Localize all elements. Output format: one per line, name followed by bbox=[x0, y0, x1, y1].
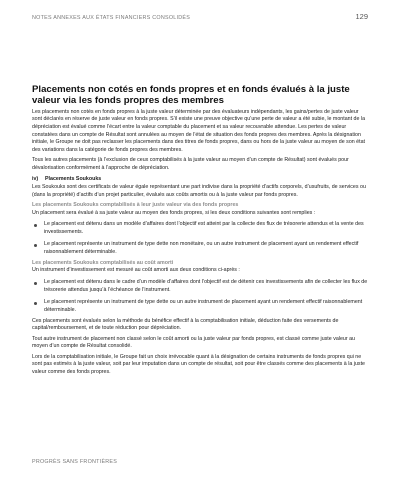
subsection-heading bbox=[32, 176, 368, 184]
list-item-text: Le placement représente un instrument de type dette non monétaire, ou un autre instrument de placement ayant un rendement effectif raisonnablement déterminable. bbox=[44, 241, 359, 255]
list-item bbox=[32, 299, 368, 314]
bullet-icon bbox=[34, 244, 37, 247]
page-header bbox=[32, 12, 368, 21]
subsection-number: iv) bbox=[32, 176, 39, 183]
list-item bbox=[32, 279, 368, 294]
list-item bbox=[32, 241, 368, 256]
section-paragraph: Les placements non cotés en fonds propres à la juste valeur déterminée par des évaluateurs indépendants, les gains/pertes de juste valeur sont déclarés en réserve de juste valeur en fonds propres. S’il existe une preuve objective qu’une perte de valeur a été subie, le montant de la dépréciation est évalué comme l’écart entre la valeur comptable du placement et sa valeur recouvrable attendue. Les pertes de valeur constatées dans un compte de Résultat sont annulées au moyen de l’état de situation des fonds propres des membres. Après la désignation initiale, le Groupe ne doit pas reclasser les placements dans des titres de fonds propres, dans ou hors de la juste valeur au moyen de son état des variations dans la catégorie de fonds propres des membres. bbox=[32, 108, 366, 153]
list-item bbox=[32, 221, 368, 236]
subsection-title: Placements Soukouks bbox=[45, 176, 102, 183]
list-item-text: Le placement est détenu dans le cadre d’un modèle d’affaires dont l’objectif est de détenir ces investissements afin de collecter les flux de trésorerie attendus jusqu’à l’échéance de l’instrument. bbox=[44, 279, 368, 293]
bullet-icon bbox=[34, 302, 37, 305]
heading-fair-value: Les placements Soukouks comptabilisés à leur juste valeur via des fonds propres bbox=[32, 201, 239, 208]
closing-paragraph: Ces placements sont évalués selon la méthode du bénéfice effectif à la comptabilisation initiale, déduction faite des versements de capital/remboursement, et de toute réduction pour dépréciation. bbox=[32, 317, 339, 332]
list-item-text: Le placement représente un instrument de type dette ou un autre instrument de placement ayant un rendement effectif raisonnablement déterminable. bbox=[44, 298, 363, 313]
fair-value-intro: Un placement sera évalué à sa juste valeur au moyen des fonds propres, si les deux conditions suivantes sont remplies : bbox=[32, 209, 316, 216]
bullet-icon bbox=[34, 282, 37, 285]
section-paragraph: Tous les autres placements (à l’exclusion de ceux comptabilisés à la juste valeur au moyen d’un compte de Résultat) sont évalués pour dévalorisation conformément à l’approche de dépréciation. bbox=[32, 157, 349, 171]
fair-value-conditions bbox=[32, 221, 368, 256]
heading-amortized-cost: Les placements Soukouks comptabilisés au coût amorti bbox=[32, 259, 174, 266]
page-number: 129 bbox=[355, 12, 368, 21]
closing-paragraph: Lors de la comptabilisation initiale, le Groupe fait un choix irrévocable quant à la désignation de certains instruments de fonds propres qui ne sont pas estimés à la juste valeur, soit par leur imputation dans un compte de résultat, soit pour être classés comme des placements à la juste valeur comme des fonds propres. bbox=[32, 353, 365, 375]
running-header-title: NOTES ANNEXES AUX ÉTATS FINANCIERS CONSOLIDÉS bbox=[32, 15, 191, 21]
closing-paragraph: Tout autre instrument de placement non classé selon le coût amorti ou la juste valeur par fonds propres, est classé comme juste valeur au moyen d’un compte de Résultat consolidé. bbox=[32, 335, 355, 350]
amortized-cost-intro: Un instrument d’investissement est mesuré au coût amorti aux deux conditions ci-après : bbox=[32, 267, 240, 274]
page-body bbox=[32, 84, 368, 379]
section-title: Placements non cotés en fonds propres et en fonds évalués à la juste valeur via les fonds propres des membres bbox=[32, 84, 350, 107]
subsection-intro: Les Soukouks sont des certificats de valeur égale représentant une part indivise dans la propriété d’actifs corporels, d’usufruits, de services ou (dans la propriété) d’actifs d’un projet particulier, évalués aux coûts amortis ou à la juste valeur par fonds propres. bbox=[32, 183, 366, 198]
amortized-cost-conditions bbox=[32, 279, 368, 314]
list-item-text: Le placement est détenu dans un modèle d’affaires dont l’objectif est atteint par la collecte des flux de trésorerie attendus et la vente des investissements. bbox=[44, 221, 364, 236]
bullet-icon bbox=[34, 224, 37, 227]
page-footer: PROGRÈS SANS FRONTIÈRES bbox=[32, 459, 118, 465]
